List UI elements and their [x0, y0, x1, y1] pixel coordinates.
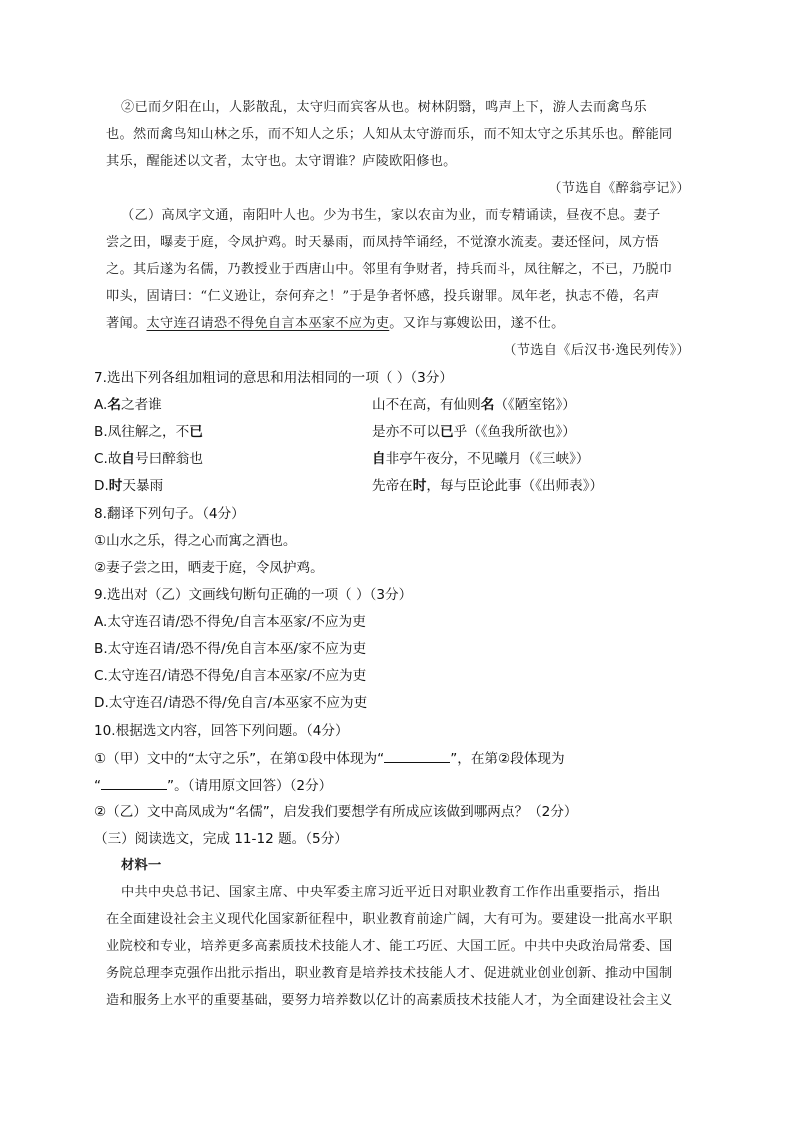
- q10-item-1-text-c: “: [94, 778, 102, 794]
- q7-option-d: [94, 476, 163, 496]
- material-1-line-4: 务院总理李克强作出批示指出，职业教育是培养技术技能人才、促进就业创业创新、推动中国制: [106, 966, 673, 981]
- q7-b-right-bold: 已: [439, 424, 454, 440]
- q7-stem: 7.选出下列各组加粗词的意思和用法相同的一项（ ）（3分）: [94, 370, 453, 386]
- q10-item-2: ②（乙）文中高凤成为“名儒”，启发我们要想学有所成应该做到哪两点？（2分）: [94, 804, 578, 820]
- q10-item-1-line-2: [94, 775, 332, 796]
- yi-last-prefix: 著闻。: [106, 316, 147, 331]
- q7-d-right-pre: 先帝在: [372, 478, 413, 494]
- q7-option-a: [94, 395, 162, 415]
- q7-a-right-pre: 山不在高，有仙则: [372, 397, 481, 413]
- q7-option-a-right: [372, 395, 576, 415]
- q9-stem: 9.选出对（乙）文画线句断句正确的一项（ ）（3分）: [94, 587, 413, 603]
- q7-a-left-bold: 名: [107, 397, 121, 413]
- material-1-line-2: 在全面建设社会主义现代化国家新征程中，职业教育前途广阔，大有可为。要建设一批高水平职: [106, 912, 673, 927]
- q10-item-1-line-1: [94, 748, 565, 769]
- material-1-line-5: 造和服务上水平的重要基础，要努力培养数以亿计的高素质技术技能人才，为全面建设社会主义: [106, 993, 673, 1008]
- section-3-heading: （三）阅读选文，完成 11-12 题。（5分）: [94, 831, 348, 847]
- yi-last-rest: 。又诈与寡嫂讼田，遂不仕。: [389, 316, 565, 331]
- material-1-line-3: 业院校和专业，培养更多高素质技术技能人才、能工巧匠、大国工匠。中共中央政治局常委、国: [106, 939, 673, 954]
- q9-option-c: C.太守连召/请恐不得免/自言本巫家/不应为吏: [94, 668, 367, 684]
- q7-c-right-bold: 自: [372, 451, 386, 467]
- yi-line-5: [106, 314, 565, 334]
- yi-line-1: （乙）高凤字文通，南阳叶人也。少为书生，家以农亩为业，而专精诵读，昼夜不息。妻子: [121, 208, 661, 223]
- material-1-title: 材料一: [121, 858, 162, 873]
- q7-option-c: [94, 449, 203, 469]
- q7-d-left-bold: 时: [108, 478, 123, 494]
- q9-option-d: D.太守连召/请恐不得/免自言/本巫家不应为吏: [94, 695, 368, 711]
- q7-b-left-pre: B.凤往解之，不: [94, 424, 190, 440]
- q7-c-left-pre: C.故: [94, 451, 122, 467]
- q7-a-right-post: （《陋室铭》）: [494, 397, 576, 413]
- q7-b-right-pre: 是亦不可以: [372, 424, 440, 440]
- q7-c-left-post: 号曰醉翁也: [135, 451, 203, 467]
- q7-b-right-post: 乎（《鱼我所欲也》）: [453, 424, 576, 440]
- jia-line-2: 也。然而禽鸟知山林之乐，而不知人之乐；人知从太守游而乐，而不知太守之乐其乐也。醉能同: [106, 127, 673, 142]
- q10-item-1-text-b: ”，在第②段体现为: [450, 751, 565, 767]
- q7-d-left-pre: D.: [94, 478, 109, 494]
- q7-a-right-bold: 名: [480, 397, 495, 413]
- jia-source: （节选自《醉翁亭记》）: [548, 181, 690, 196]
- q7-a-left-pre: A.: [94, 397, 108, 413]
- q8-item-2: ②妻子尝之田，晒麦于庭，令凤护鸡。: [94, 560, 324, 576]
- q7-d-left-post: 天暴雨: [122, 478, 164, 494]
- q8-stem: 8.翻译下列句子。（4分）: [94, 506, 245, 522]
- q7-c-right-post: 非亭午夜分，不见曦月（《三峡》）: [385, 451, 590, 467]
- q7-b-left-bold: 已: [189, 424, 203, 440]
- q8-item-1: ①山水之乐，得之心而寓之酒也。: [94, 533, 297, 549]
- jia-line-1: ②已而夕阳在山，人影散乱，太守归而宾客从也。树林阴翳，鸣声上下，游人去而禽鸟乐: [121, 100, 648, 115]
- yi-source: （节选自《后汉书·逸民列传》）: [503, 343, 690, 358]
- yi-line-3: 之。其后遂为名儒，乃教授业于西唐山中。邻里有争财者，持兵而斗，凤往解之，不已，乃脱巾: [106, 262, 673, 277]
- answer-blank-2[interactable]: [101, 775, 167, 790]
- q10-stem: 10.根据选文内容，回答下列问题。（4分）: [94, 723, 349, 739]
- answer-blank-1[interactable]: [384, 748, 450, 763]
- q7-c-left-bold: 自: [121, 451, 136, 467]
- material-1-line-1: 中共中央总书记、国家主席、中央军委主席习近平近日对职业教育工作作出重要指示，指出: [121, 885, 661, 900]
- q10-item-1-text-a: ①（甲）文中的“太守之乐”，在第①段中体现为“: [94, 751, 385, 767]
- jia-line-3: 其乐，醒能述以文者，太守也。太守谓谁？庐陵欧阳修也。: [106, 154, 457, 169]
- q7-option-d-right: [372, 476, 603, 496]
- q9-option-b: B.太守连召请/恐不得/免自言本巫/家不应为吏: [94, 641, 367, 657]
- q7-option-c-right: [372, 449, 590, 469]
- q7-d-right-bold: 时: [412, 478, 427, 494]
- underlined-sentence: 太守连召请恐不得免自言本巫家不应为吏: [146, 316, 390, 331]
- q9-option-a: A.太守连召请/恐不得免/自言本巫家/不应为吏: [94, 614, 366, 630]
- q7-a-left-post: 之者谁: [120, 397, 162, 413]
- yi-line-2: 尝之田，曝麦于庭，令凤护鸡。时天暴雨，而凤持竿诵经，不觉潦水流麦。妻还怪问，凤方悟: [106, 235, 659, 250]
- q10-item-1-text-d: ”。（请用原文回答）（2分）: [167, 778, 333, 794]
- yi-line-4: 叩头，固请曰：“仁义逊让，奈何弃之！”于是争者怀感，投兵谢罪。凤年老，执志不倦，名声: [106, 289, 660, 304]
- q7-option-b-right: [372, 422, 576, 442]
- q7-d-right-post: ，每与臣论此事（《出师表》）: [426, 478, 604, 494]
- q7-option-b: [94, 422, 203, 442]
